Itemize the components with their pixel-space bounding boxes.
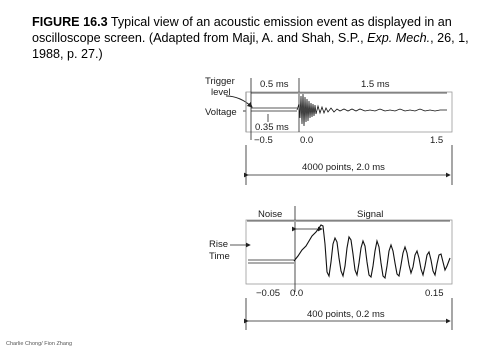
bottom-panel [209, 206, 452, 330]
top-panel [205, 76, 452, 185]
trigger-label: Trigger [205, 76, 235, 87]
bottom-span-label: 400 points, 0.2 ms [307, 309, 385, 320]
top-tick-right: 1.5 [430, 135, 444, 146]
rise-label: Rise [209, 239, 229, 250]
trigger-level-label: level [211, 87, 231, 98]
bottom-tick-right: 0.15 [425, 288, 444, 299]
top-tick-left: −0.5 [254, 135, 273, 146]
pre-window-label: 0.5 ms [260, 79, 289, 90]
voltage-label: Voltage [205, 107, 237, 118]
bottom-tick-left: −0.05 [256, 288, 281, 299]
caption-journal: Exp. Mech. [367, 31, 431, 45]
time-label: Time [209, 251, 230, 262]
noise-label: Noise [258, 209, 283, 220]
post-window-label: 1.5 ms [361, 79, 390, 90]
bottom-plot-frame [246, 220, 452, 284]
top-span-label: 4000 points, 2.0 ms [302, 162, 385, 173]
caption-text: Typical view of an acoustic emission event as displayed in an oscilloscope screen. (Adapted from Maji, A. and Shah, S.P., [32, 15, 452, 45]
top-tick-zero: 0.0 [300, 135, 314, 146]
footer-author: Charlie Chong/ Fion Zhang [6, 341, 73, 347]
bottom-tick-zero: 0.0 [290, 288, 304, 299]
caption-citation: , 26, 1, 1988, p. 27.) [32, 31, 469, 61]
top-waveform [297, 94, 447, 126]
threshold-label: 0.35 ms [255, 122, 289, 133]
signal-label: Signal [357, 209, 384, 220]
figure-label: FIGURE 16.3 [32, 15, 108, 29]
bottom-waveform [294, 225, 450, 278]
